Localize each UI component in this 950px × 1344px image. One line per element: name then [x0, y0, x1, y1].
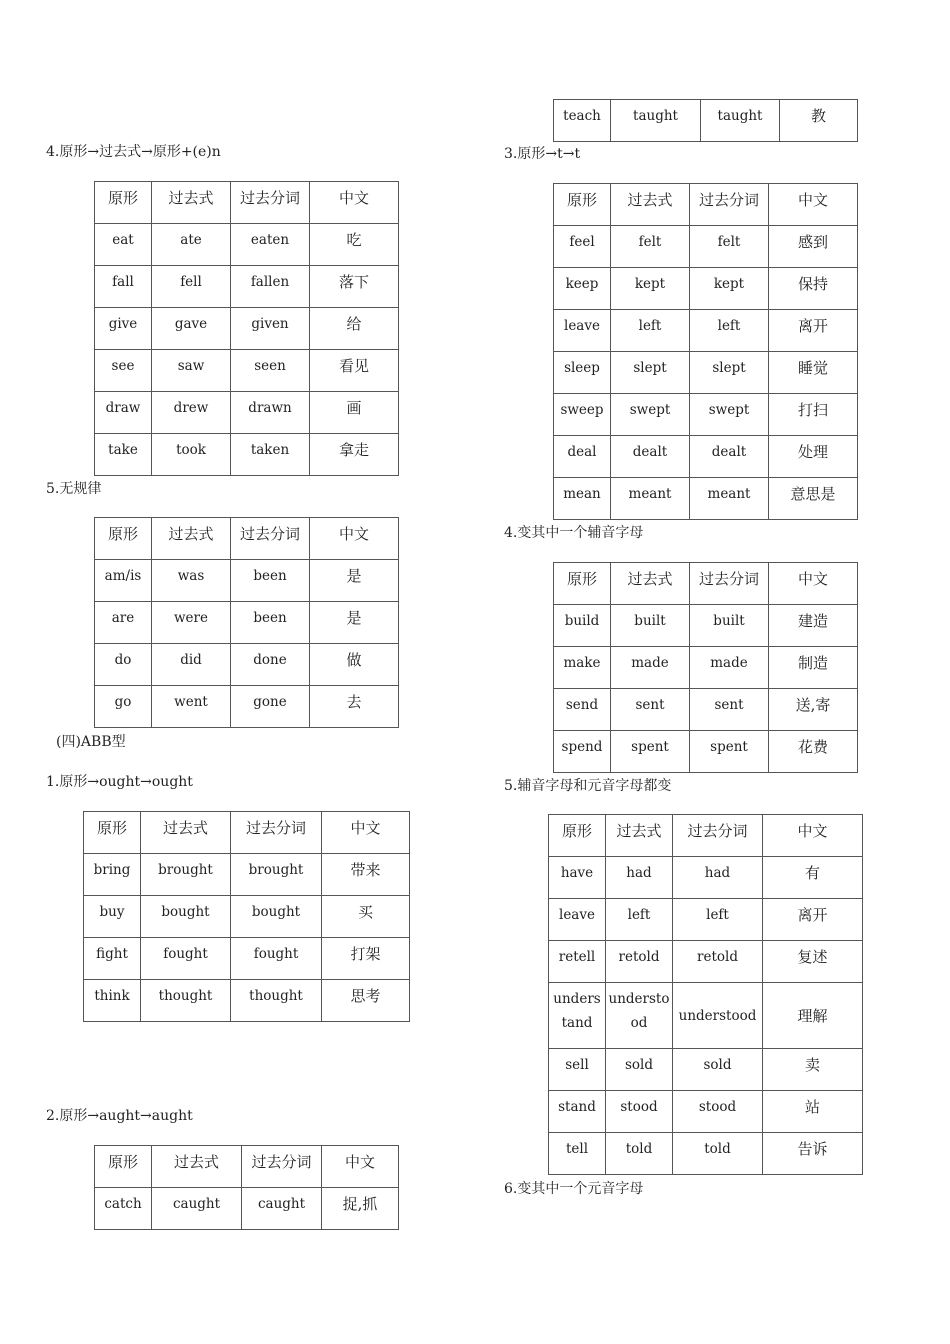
table-cell: was: [152, 560, 231, 602]
table-cell: 捉,抓: [322, 1188, 399, 1230]
verb-table-aught: [94, 1145, 399, 1230]
table-cell: 送,寄: [769, 689, 858, 731]
table-row: [554, 394, 858, 436]
table-row: [95, 560, 399, 602]
section-heading-t-t: 3.原形→t→t: [504, 146, 581, 162]
table-row: [554, 689, 858, 731]
table-cell: 给: [310, 308, 399, 350]
table-header-row: [554, 184, 858, 226]
table-row: [549, 899, 863, 941]
table-cell: taken: [231, 434, 310, 476]
table-cell: 画: [310, 392, 399, 434]
table-row: [554, 310, 858, 352]
table-cell: 处理: [769, 436, 858, 478]
header-cell: 过去分词: [231, 182, 310, 224]
table-cell: made: [690, 647, 769, 689]
table-header-row: [84, 812, 410, 854]
table-cell: swept: [690, 394, 769, 436]
table-row: [549, 857, 863, 899]
section-heading-consonant-change: 4.变其中一个辅音字母: [504, 525, 644, 541]
table-cell: 理解: [763, 983, 863, 1049]
header-cell: 中文: [322, 812, 410, 854]
table-cell: spent: [690, 731, 769, 773]
table-cell: spend: [554, 731, 611, 773]
table-cell: stood: [606, 1091, 673, 1133]
verb-table-ought: [83, 811, 410, 1022]
table-row: [549, 1049, 863, 1091]
table-cell: understand: [549, 983, 606, 1049]
header-cell: 原形: [95, 182, 152, 224]
table-cell: dealt: [690, 436, 769, 478]
table-cell: teach: [554, 100, 611, 142]
table-row: [95, 644, 399, 686]
table-cell: thought: [231, 980, 322, 1022]
table-row: [554, 352, 858, 394]
table-cell: 保持: [769, 268, 858, 310]
section-heading-ought: 1.原形→ought→ought: [46, 774, 193, 790]
table-row: [554, 605, 858, 647]
table-row: [84, 854, 410, 896]
table-cell: feel: [554, 226, 611, 268]
table-cell: 吃: [310, 224, 399, 266]
verb-table-consonant-change: [553, 562, 858, 773]
table-cell: sleep: [554, 352, 611, 394]
table-row: [95, 350, 399, 392]
table-cell: fallen: [231, 266, 310, 308]
section-heading-aught: 2.原形→aught→aught: [46, 1108, 193, 1124]
header-cell: 过去式: [611, 184, 690, 226]
header-cell: 中文: [322, 1146, 399, 1188]
table-cell: given: [231, 308, 310, 350]
header-cell: 原形: [95, 518, 152, 560]
header-cell: 原形: [95, 1146, 152, 1188]
table-cell: slept: [611, 352, 690, 394]
table-cell: 是: [310, 602, 399, 644]
verb-table-continued: [553, 99, 858, 142]
header-cell: 过去分词: [673, 815, 763, 857]
table-cell: taught: [611, 100, 701, 142]
table-cell: been: [231, 602, 310, 644]
table-row: [554, 436, 858, 478]
table-cell: eaten: [231, 224, 310, 266]
table-cell: fought: [141, 938, 231, 980]
table-header-row: [95, 182, 399, 224]
table-cell: go: [95, 686, 152, 728]
table-cell: give: [95, 308, 152, 350]
table-cell: sent: [611, 689, 690, 731]
header-cell: 过去分词: [231, 518, 310, 560]
table-cell: caught: [152, 1188, 242, 1230]
table-cell: 离开: [769, 310, 858, 352]
header-cell: 过去式: [152, 182, 231, 224]
table-cell: 睡觉: [769, 352, 858, 394]
header-cell: 原形: [549, 815, 606, 857]
table-cell: saw: [152, 350, 231, 392]
table-cell: stand: [549, 1091, 606, 1133]
table-cell: bought: [231, 896, 322, 938]
table-cell: 告诉: [763, 1133, 863, 1175]
table-cell: slept: [690, 352, 769, 394]
table-cell: gone: [231, 686, 310, 728]
table-cell: 思考: [322, 980, 410, 1022]
table-cell: drew: [152, 392, 231, 434]
header-cell: 过去式: [611, 563, 690, 605]
table-cell: 落下: [310, 266, 399, 308]
table-cell: felt: [690, 226, 769, 268]
table-row: [95, 224, 399, 266]
table-cell: 去: [310, 686, 399, 728]
table-cell: understood: [606, 983, 673, 1049]
table-row: [95, 686, 399, 728]
header-cell: 过去式: [152, 1146, 242, 1188]
table-cell: told: [673, 1133, 763, 1175]
table-cell: 卖: [763, 1049, 863, 1091]
table-cell: think: [84, 980, 141, 1022]
table-row: [554, 100, 858, 142]
table-cell: am/is: [95, 560, 152, 602]
table-cell: fought: [231, 938, 322, 980]
header-cell: 过去分词: [690, 563, 769, 605]
table-cell: keep: [554, 268, 611, 310]
table-row: [554, 226, 858, 268]
table-row: [554, 478, 858, 520]
header-cell: 过去式: [141, 812, 231, 854]
table-row: [549, 941, 863, 983]
table-cell: sold: [606, 1049, 673, 1091]
table-cell: spent: [611, 731, 690, 773]
table-cell: stood: [673, 1091, 763, 1133]
table-cell: 复述: [763, 941, 863, 983]
table-cell: buy: [84, 896, 141, 938]
table-cell: swept: [611, 394, 690, 436]
table-cell: draw: [95, 392, 152, 434]
table-cell: brought: [231, 854, 322, 896]
table-cell: fight: [84, 938, 141, 980]
table-row: [95, 392, 399, 434]
table-cell: sold: [673, 1049, 763, 1091]
table-cell: 拿走: [310, 434, 399, 476]
table-cell: 打扫: [769, 394, 858, 436]
table-cell: mean: [554, 478, 611, 520]
table-cell: 制造: [769, 647, 858, 689]
table-cell: felt: [611, 226, 690, 268]
section-heading-vowel-change: 6.变其中一个元音字母: [504, 1181, 644, 1197]
table-cell: tell: [549, 1133, 606, 1175]
table-cell: have: [549, 857, 606, 899]
table-cell: meant: [690, 478, 769, 520]
table-cell: were: [152, 602, 231, 644]
table-cell: sweep: [554, 394, 611, 436]
table-row: [84, 980, 410, 1022]
table-cell: are: [95, 602, 152, 644]
table-row: [549, 983, 863, 1049]
table-cell: 离开: [763, 899, 863, 941]
table-cell: made: [611, 647, 690, 689]
table-cell: drawn: [231, 392, 310, 434]
table-cell: bring: [84, 854, 141, 896]
verb-table-both-change: [548, 814, 863, 1175]
table-cell: 花费: [769, 731, 858, 773]
table-row: [95, 1188, 399, 1230]
section-heading-irregular-en: 4.原形→过去式→原形+(e)n: [46, 144, 221, 160]
header-cell: 中文: [769, 184, 858, 226]
table-cell: bought: [141, 896, 231, 938]
table-cell: built: [690, 605, 769, 647]
table-row: [554, 268, 858, 310]
table-cell: 看见: [310, 350, 399, 392]
table-cell: went: [152, 686, 231, 728]
header-cell: 原形: [84, 812, 141, 854]
table-cell: meant: [611, 478, 690, 520]
header-cell: 过去式: [152, 518, 231, 560]
table-cell: 打架: [322, 938, 410, 980]
table-cell: catch: [95, 1188, 152, 1230]
table-header-row: [554, 563, 858, 605]
section-heading-no-pattern: 5.无规律: [46, 481, 102, 497]
header-cell: 中文: [769, 563, 858, 605]
table-row: [95, 266, 399, 308]
table-cell: 有: [763, 857, 863, 899]
table-cell: gave: [152, 308, 231, 350]
table-cell: leave: [554, 310, 611, 352]
table-row: [554, 647, 858, 689]
table-cell: built: [611, 605, 690, 647]
table-cell: took: [152, 434, 231, 476]
table-cell: 感到: [769, 226, 858, 268]
table-cell: kept: [690, 268, 769, 310]
table-cell: 做: [310, 644, 399, 686]
table-cell: eat: [95, 224, 152, 266]
header-cell: 过去式: [606, 815, 673, 857]
table-cell: sell: [549, 1049, 606, 1091]
table-cell: 站: [763, 1091, 863, 1133]
table-cell: had: [606, 857, 673, 899]
table-cell: been: [231, 560, 310, 602]
section-heading-both-change: 5.辅音字母和元音字母都变: [504, 778, 672, 794]
table-cell: left: [673, 899, 763, 941]
table-cell: fall: [95, 266, 152, 308]
header-cell: 过去分词: [231, 812, 322, 854]
table-row: [549, 1091, 863, 1133]
table-cell: 教: [780, 100, 858, 142]
table-cell: left: [606, 899, 673, 941]
table-cell: retold: [673, 941, 763, 983]
table-cell: had: [673, 857, 763, 899]
table-cell: fell: [152, 266, 231, 308]
table-cell: 是: [310, 560, 399, 602]
section-heading-abb: (四)ABB型: [56, 734, 126, 750]
table-cell: retell: [549, 941, 606, 983]
verb-table-t-t: [553, 183, 858, 520]
header-cell: 中文: [763, 815, 863, 857]
table-row: [95, 434, 399, 476]
header-cell: 过去分词: [242, 1146, 322, 1188]
table-cell: 带来: [322, 854, 410, 896]
table-cell: taught: [701, 100, 780, 142]
table-cell: deal: [554, 436, 611, 478]
table-cell: did: [152, 644, 231, 686]
table-header-row: [95, 1146, 399, 1188]
table-row: [549, 1133, 863, 1175]
table-cell: make: [554, 647, 611, 689]
table-cell: retold: [606, 941, 673, 983]
table-cell: dealt: [611, 436, 690, 478]
table-cell: build: [554, 605, 611, 647]
table-header-row: [549, 815, 863, 857]
table-cell: kept: [611, 268, 690, 310]
table-cell: understood: [673, 983, 763, 1049]
table-cell: caught: [242, 1188, 322, 1230]
table-cell: brought: [141, 854, 231, 896]
header-cell: 中文: [310, 182, 399, 224]
table-cell: do: [95, 644, 152, 686]
table-cell: ate: [152, 224, 231, 266]
table-cell: sent: [690, 689, 769, 731]
table-cell: seen: [231, 350, 310, 392]
table-cell: send: [554, 689, 611, 731]
table-cell: done: [231, 644, 310, 686]
table-row: [95, 308, 399, 350]
table-header-row: [95, 518, 399, 560]
table-cell: told: [606, 1133, 673, 1175]
table-cell: thought: [141, 980, 231, 1022]
table-cell: left: [690, 310, 769, 352]
table-row: [84, 896, 410, 938]
header-cell: 原形: [554, 563, 611, 605]
table-row: [95, 602, 399, 644]
header-cell: 原形: [554, 184, 611, 226]
table-cell: 买: [322, 896, 410, 938]
header-cell: 中文: [310, 518, 399, 560]
table-cell: leave: [549, 899, 606, 941]
verb-table-no-pattern: [94, 517, 399, 728]
table-cell: 建造: [769, 605, 858, 647]
header-cell: 过去分词: [690, 184, 769, 226]
table-row: [84, 938, 410, 980]
table-cell: see: [95, 350, 152, 392]
table-cell: left: [611, 310, 690, 352]
verb-table-irregular-en: [94, 181, 399, 476]
table-cell: take: [95, 434, 152, 476]
table-row: [554, 731, 858, 773]
table-cell: 意思是: [769, 478, 858, 520]
